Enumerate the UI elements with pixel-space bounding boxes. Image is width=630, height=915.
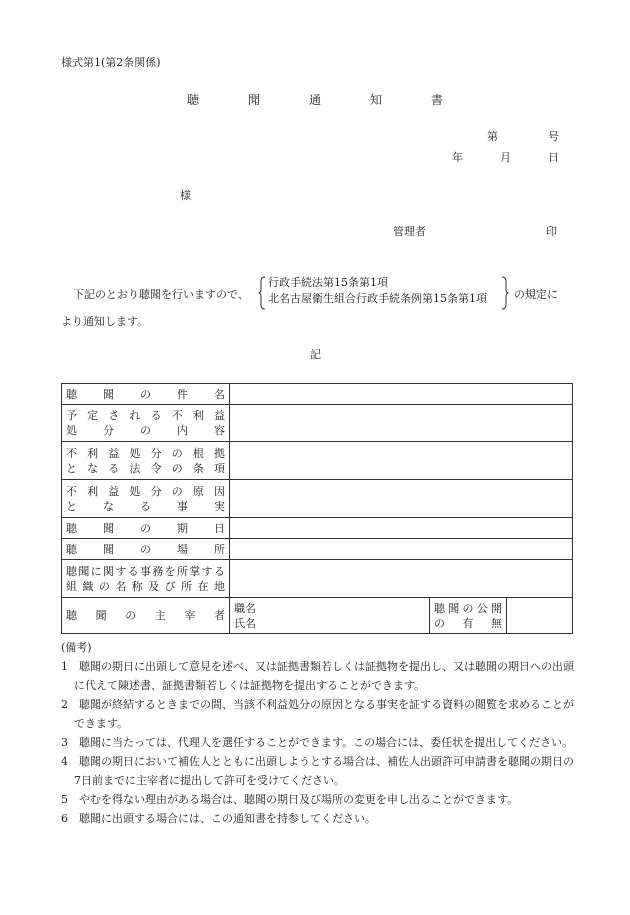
doc-number-suffix: 号 [548,130,559,143]
hearing-details-table [61,383,573,634]
title-char: 聞 [247,93,260,107]
note-item: 1 聴聞の期日に出頭して意見を述べ、又は証拠書類若しくは証拠物を提出し、又は聴聞の期日への出頭に代えて陳述書、証拠書類若しくは証拠物を提出することができます。 [61,660,574,692]
presider-cell[interactable] [230,598,430,634]
sender-label: 管理者 [393,225,426,238]
note-item: 2 聴聞が終結するときまでの間、当該不利益処分の原因となる事実を証する資料の閲覧を求めることができます。 [61,698,574,730]
date-year: 年 [452,151,463,164]
table-row [62,598,573,634]
table-row [62,384,573,405]
ki-heading: 記 [310,348,321,361]
row-label: 聴聞の主宰者 [62,598,230,634]
law-reference-2: 北名古屋衛生組合行政手続条例第15条第1項 [268,292,487,305]
date-month: 月 [500,151,511,164]
table-row [62,560,573,598]
addressee-honorific: 様 [180,189,191,202]
row-label: 予定される不利益 処分の内容 [62,405,230,442]
law-reference-1: 行政手続法第15条第1項 [268,276,388,289]
table-row [62,539,573,560]
note-item: 4 聴聞の期日において補佐人とともに出頭しようとする場合は、補佐人出頭許可申請書を聴聞の期日の7日前までに主宰者に提出して許可を受けてください。 [61,755,574,787]
title-char: 知 [369,93,382,107]
seal-mark: 印 [546,225,557,238]
notes-heading: (備考) [61,641,92,654]
job-title-label: 職名 [234,601,256,615]
title-char: 書 [430,93,443,107]
row-label: 聴聞に関する事務を所掌する 組織の名称及び所在地 [62,560,230,598]
document-title [0,91,630,108]
note-item: 5 やむを得ない理由がある場合は、聴聞の期日及び場所の変更を申し出ることができます。 [61,793,519,806]
row-label: 聴聞の件名 [62,384,230,405]
table-row [62,518,573,539]
left-brace [258,276,266,310]
table-row [62,442,573,480]
name-label: 氏名 [234,616,256,630]
table-row [62,405,573,442]
row-label: 聴聞の期日 [62,518,230,539]
table-row [62,480,573,518]
value-cell[interactable] [230,518,573,539]
row-label: 不利益処分の原因 となる事実 [62,480,230,518]
intro-text-line2: より通知します。 [61,315,149,328]
intro-text-after: の規定に [514,288,558,301]
value-cell[interactable] [230,560,573,598]
public-value-cell[interactable] [507,598,573,634]
row-label: 不利益処分の根拠 となる法令の条項 [62,442,230,480]
note-item: 3 聴聞に当たっては、代理人を選任することができます。この場合には、委任状を提出してください。 [61,736,574,749]
row-label: 聴聞の場所 [62,539,230,560]
form-number: 様式第1(第2条関係) [61,56,161,69]
value-cell[interactable] [230,405,573,442]
value-cell[interactable] [230,539,573,560]
doc-number-prefix: 第 [487,130,498,143]
law-references [268,275,487,307]
title-char: 通 [308,93,321,107]
value-cell[interactable] [230,384,573,405]
notes-section [61,638,576,828]
value-cell[interactable] [230,480,573,518]
title-char: 聴 [186,93,199,107]
public-label: 聴聞の公開 の有無 [430,598,507,634]
value-cell[interactable] [230,442,573,480]
note-item: 6 聴聞に出頭する場合には、この通知書を持参してください。 [61,812,376,825]
right-brace [501,276,509,310]
date-day: 日 [548,151,559,164]
intro-text-before: 下記のとおり聴聞を行いますので、 [73,288,249,301]
